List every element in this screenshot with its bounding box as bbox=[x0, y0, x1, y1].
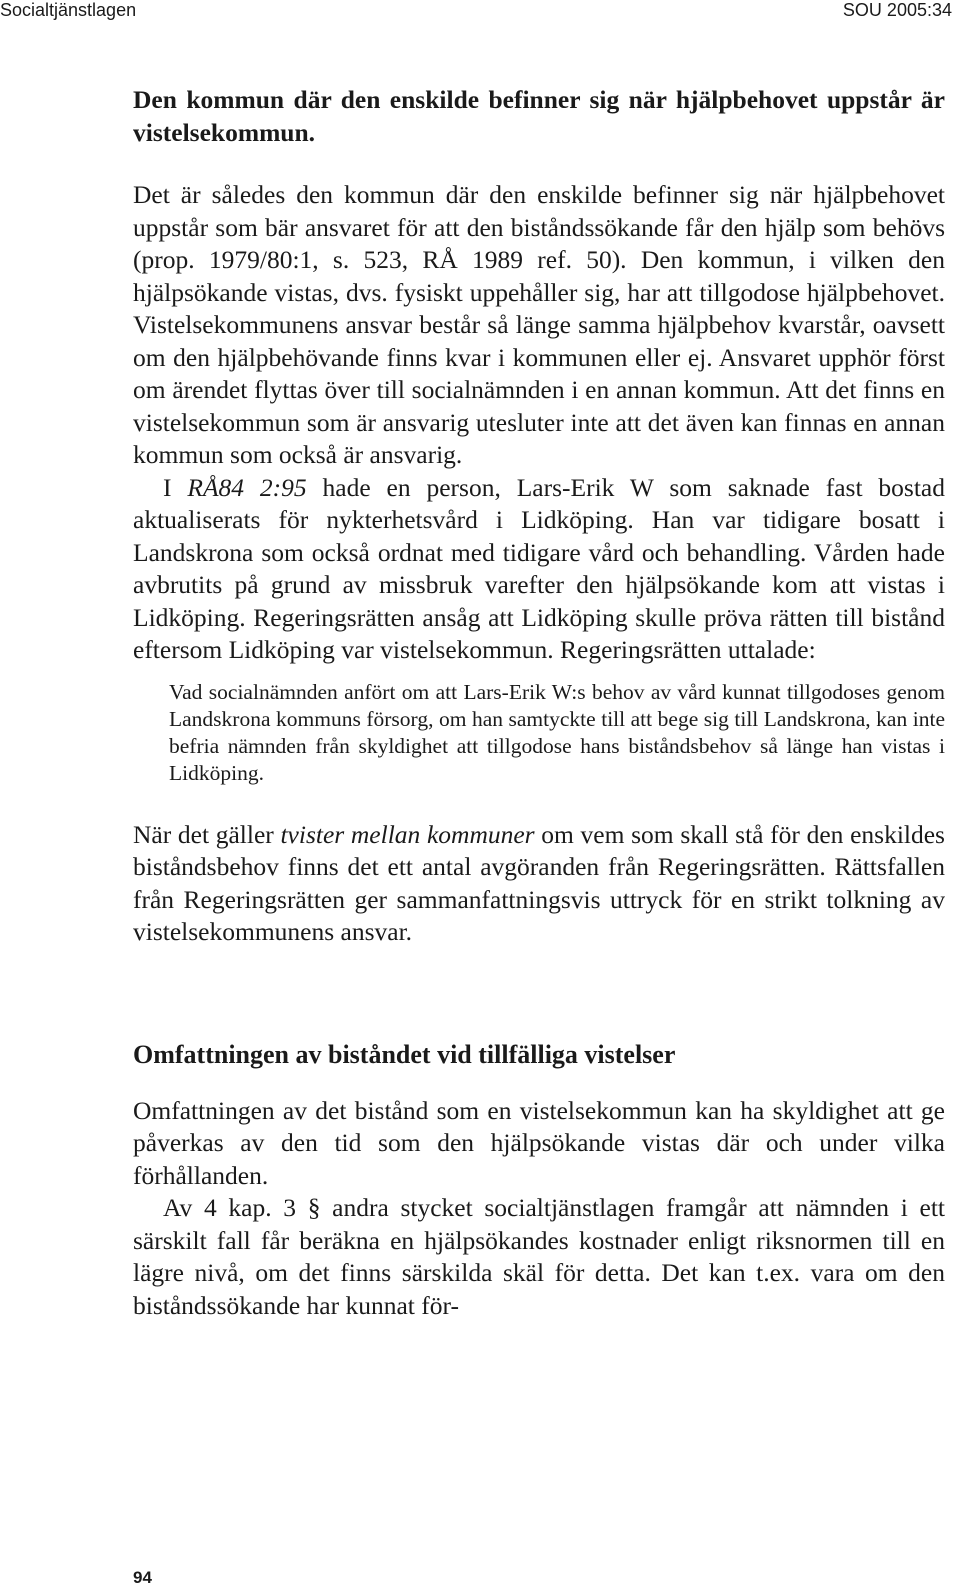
emphasis-term: tvister mellan kommuner bbox=[280, 819, 535, 849]
page-number: 94 bbox=[133, 1568, 152, 1587]
text-fragment: När det gäller bbox=[133, 819, 281, 849]
document-body bbox=[133, 84, 945, 1322]
paragraph-tvister bbox=[133, 819, 945, 949]
paragraph-case-ra84 bbox=[133, 472, 945, 667]
paragraph-vistelsekommun: Det är således den kommun där den enskilde befinner sig när hjälpbehovet uppstår som bär ansvaret för att den biståndssökande får den hjälp som behövs (prop. 1979/80:1, s. 523, RÅ 1989 ref. 50). Den kommun, i vilken den hjälpsökande vistas, dvs. fysiskt uppehåller sig, har att tillgodose hjälpbehovet. Vistelsekommunens ansvar består så länge samma hjälpbehov kvarstår, oavsett om den hjälpbehövande finns kvar i kommunen eller ej. Ansvaret upphör först om ärendet flyttas över till socialnämnden i en annan kommun. Att det finns en vistelsekommun som är ansvarig utesluter inte att det även kan finnas en annan kommun som också är ansvarig. bbox=[133, 180, 945, 469]
text-fragment: hade en person, Lars-Erik W som saknade fast bostad aktualiserats för nykterhetsvård i Lidköping. Han var tidigare bosatt i Landskrona som också ordnat med tidigare vård och behandling. Vården hade avbrutits på grund av missbruk varefter den hjälpsökande kom att vistas i Lidköping. Regeringsrätten ansåg att Lidköping skulle pröva rätten till bistånd eftersom Lidköping var vistelsekommun. Regeringsrätten uttalade: bbox=[133, 472, 945, 664]
paragraph-omfattning: Omfattningen av det bistånd som en vistelsekommun kan ha skyldighet att ge påverkas av den tid som den hjälpsökande vistas där och under vilka förhållanden. bbox=[133, 1095, 945, 1190]
paragraph-4-kap: Av 4 kap. 3 § andra stycket socialtjänstlagen framgår att nämnden i ett särskilt fall får beräkna en hjälpsökandes kostnader enligt riksnormen till en lägre nivå, om det finns särskilda skäl för detta. Det kan t.ex. vara om den biståndssökande har kunnat för- bbox=[133, 1193, 945, 1320]
header-title: Socialtjänstlagen bbox=[0, 0, 137, 20]
section-heading: Omfattningen av biståndet vid tillfälliga vistelser bbox=[133, 1039, 676, 1069]
block-quote: Vad socialnämnden anfört om att Lars-Erik W:s behov av vård kunnat tillgodoses genom Landskrona kommuns försorg, om han samtyckte till att bege sig till Landskrona, kan inte befria nämnden från skyldighet att tillgodose hans biståndsbehov så länge han vistas i Lidköping. bbox=[169, 679, 945, 785]
text-fragment: om vem som skall stå för den enskildes biståndsbehov finns det ett antal avgöranden från Regeringsrätten. Rättsfallen från Regeringsrätten ger sammanfattningsvis uttryck för en strikt tolkning av vistelsekommunens ansvar. bbox=[133, 819, 945, 946]
text-fragment: I bbox=[163, 472, 188, 502]
case-reference: RÅ84 2:95 bbox=[187, 472, 307, 502]
running-header bbox=[0, 0, 960, 22]
header-report-number: SOU 2005:34 bbox=[842, 0, 952, 20]
lead-statement: Den kommun där den enskilde befinner sig när hjälpbehovet uppstår är vistelsekommun. bbox=[133, 85, 945, 147]
